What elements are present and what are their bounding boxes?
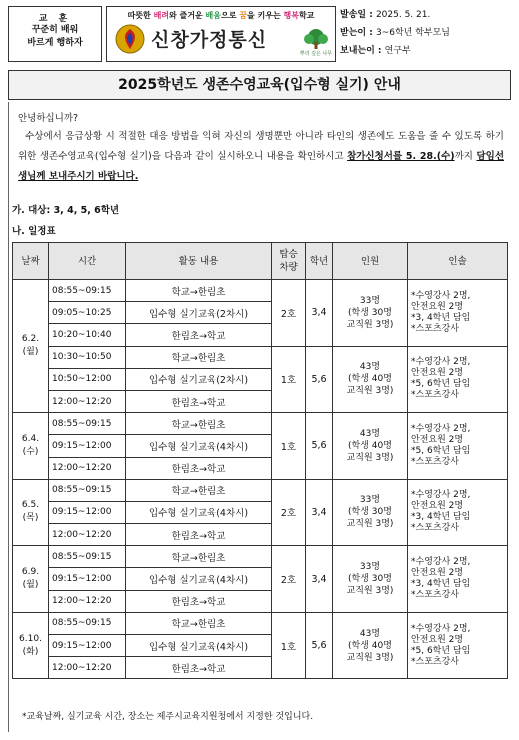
sender: 보내는이 : 연구부 (340, 46, 411, 56)
tree-logo-icon (299, 27, 333, 57)
time-cell: 12:00~12:20 (49, 657, 126, 679)
time-cell: 10:50~12:00 (49, 368, 126, 390)
header-grade: 학년 (306, 243, 333, 280)
deadline-text: 참가신청서를 5. 28.(수) (347, 151, 455, 162)
time-cell: 08:55~09:15 (49, 612, 126, 634)
date-cell: 6.10. (화) (13, 612, 49, 679)
schedule-table (12, 242, 508, 679)
people-cell: 43명 (학생 40명 교직원 3명) (333, 612, 408, 679)
slogan-keyword: 배움 (205, 11, 221, 20)
time-cell: 10:20~10:40 (49, 324, 126, 346)
slogan-text: 을 키우는 (246, 11, 284, 20)
time-cell: 10:30~10:50 (49, 346, 126, 368)
activity-cell: 한림초→학교 (126, 457, 272, 479)
intro-text: 수상에서 응급상황 시 적절한 대응 방법을 익혀 자신의 생명뿐만 아니라 타인의 생존에도 도움을 줄 수 있도록 하기 위한 생존수영교육(입수형 실기)을 다음과 같이 실시하오니 내용을 확인하시고 (18, 131, 504, 162)
activity-cell: 입수형 실기교육(2차시) (126, 302, 272, 324)
time-cell: 09:15~12:00 (49, 435, 126, 457)
people-cell: 33명 (학생 30명 교직원 3명) (333, 546, 408, 613)
time-cell: 12:00~12:20 (49, 524, 126, 546)
activity-cell: 한림초→학교 (126, 324, 272, 346)
grade-cell: 5,6 (306, 612, 333, 679)
activity-cell: 한림초→학교 (126, 657, 272, 679)
activity-cell: 한림초→학교 (126, 590, 272, 612)
people-cell: 43명 (학생 40명 교직원 3명) (333, 413, 408, 480)
time-cell: 08:55~09:15 (49, 546, 126, 568)
bus-cell: 2호 (272, 280, 306, 347)
section-target: 가. 대상: 3, 4, 5, 6학년 (12, 205, 120, 216)
newsletter-title: 신창가정통신 (151, 29, 268, 51)
intro-paragraph (18, 127, 504, 187)
header-date: 날짜 (13, 243, 49, 280)
bus-cell: 1호 (272, 413, 306, 480)
newsletter-title-box (106, 6, 336, 62)
activity-cell: 학교→한림초 (126, 479, 272, 501)
table-row (13, 280, 508, 302)
document-title: 2025학년도 생존수영교육(입수형 실기) 안내 (8, 70, 511, 100)
time-cell: 09:15~12:00 (49, 568, 126, 590)
school-motto-box (8, 6, 102, 62)
staff-cell: *수영강사 2명, 안전요원 2명 *3, 4학년 담임 *스포츠강사 (408, 280, 508, 347)
time-cell: 12:00~12:20 (49, 390, 126, 412)
submission-instruction: 담임선생님께 보내주시기 바랍니다. (18, 151, 504, 182)
activity-cell: 입수형 실기교육(4차시) (126, 635, 272, 657)
activity-cell: 학교→한림초 (126, 413, 272, 435)
activity-cell: 한림초→학교 (126, 390, 272, 412)
activity-cell: 학교→한림초 (126, 280, 272, 302)
motto-line: 꾸준히 배워 (31, 25, 79, 35)
time-cell: 08:55~09:15 (49, 280, 126, 302)
header-time: 시간 (49, 243, 126, 280)
time-cell: 08:55~09:15 (49, 413, 126, 435)
activity-cell: 입수형 실기교육(4차시) (126, 501, 272, 523)
people-cell: 43명 (학생 40명 교직원 3명) (333, 346, 408, 413)
grade-cell: 3,4 (306, 479, 333, 546)
slogan-text: 학교 (298, 11, 315, 20)
activity-cell: 입수형 실기교육(2차시) (126, 368, 272, 390)
slogan-keyword: 행복 (283, 11, 299, 20)
date-cell: 6.4. (수) (13, 413, 49, 480)
people-cell: 33명 (학생 30명 교직원 3명) (333, 280, 408, 347)
newsletter-page (8, 6, 511, 734)
table-row (13, 413, 508, 435)
activity-cell: 학교→한림초 (126, 346, 272, 368)
activity-cell: 학교→한림초 (126, 546, 272, 568)
grade-cell: 5,6 (306, 413, 333, 480)
newsletter-header (8, 6, 511, 64)
bus-cell: 2호 (272, 479, 306, 546)
header-bus: 탑승 차량 (272, 243, 306, 280)
staff-cell: *수영강사 2명, 안전요원 2명 *3, 4학년 담임 *스포츠강사 (408, 546, 508, 613)
time-cell: 09:05~10:25 (49, 302, 126, 324)
activity-cell: 학교→한림초 (126, 612, 272, 634)
time-cell: 12:00~12:20 (49, 590, 126, 612)
header-people: 인원 (333, 243, 408, 280)
activity-cell: 한림초→학교 (126, 524, 272, 546)
government-emblem-icon (115, 24, 145, 54)
school-slogan (107, 10, 335, 21)
date-cell: 6.9. (월) (13, 546, 49, 613)
bus-cell: 2호 (272, 546, 306, 613)
staff-cell: *수영강사 2명, 안전요원 2명 *3, 4학년 담임 *스포츠강사 (408, 479, 508, 546)
slogan-text: 와 즐거운 (169, 11, 206, 20)
footnote: *교육날짜, 실기교육 시간, 장소는 제주시교육지원청에서 지정한 것입니다. (22, 712, 314, 722)
table-row (13, 479, 508, 501)
section-schedule: 나. 일정표 (12, 226, 56, 237)
bus-cell: 1호 (272, 346, 306, 413)
slogan-text: 으로 (221, 11, 240, 20)
motto-line: 바르게 행하자 (27, 38, 83, 48)
time-cell: 09:15~12:00 (49, 501, 126, 523)
date-cell: 6.5. (목) (13, 479, 49, 546)
greeting: 안녕하십니까? (18, 113, 79, 124)
activity-cell: 입수형 실기교육(4차시) (126, 568, 272, 590)
grade-cell: 3,4 (306, 280, 333, 347)
staff-cell: *수영강사 2명, 안전요원 2명 *5, 6학년 담임 *스포츠강사 (408, 413, 508, 480)
logo-text: 뿌리 깊은 나무 (299, 51, 333, 57)
bus-cell: 1호 (272, 612, 306, 679)
motto-title: 교 훈 (38, 14, 72, 24)
slogan-keyword: 꿈 (239, 11, 247, 20)
table-row (13, 612, 508, 634)
table-row (13, 346, 508, 368)
slogan-keyword: 배려 (153, 11, 170, 20)
table-row (13, 546, 508, 568)
header-activity: 활동 내용 (126, 243, 272, 280)
recipient: 받는이 : 3~6학년 학부모님 (340, 28, 450, 38)
send-info (340, 6, 511, 62)
staff-cell: *수영강사 2명, 안전요원 2명 *5, 6학년 담임 *스포츠강사 (408, 346, 508, 413)
table-header-row (13, 243, 508, 280)
left-border (8, 102, 9, 732)
send-date: 발송일 : 2025. 5. 21. (340, 10, 431, 20)
date-cell: 6.2. (월) (13, 280, 49, 413)
people-cell: 33명 (학생 30명 교직원 3명) (333, 479, 408, 546)
time-cell: 08:55~09:15 (49, 479, 126, 501)
activity-cell: 입수형 실기교육(4차시) (126, 435, 272, 457)
grade-cell: 5,6 (306, 346, 333, 413)
slogan-text: 따뜻한 (127, 11, 154, 20)
intro-text: 까지 (454, 151, 477, 162)
staff-cell: *수영강사 2명, 안전요원 2명 *5, 6학년 담임 *스포츠강사 (408, 612, 508, 679)
header-staff: 인솔 (408, 243, 508, 280)
grade-cell: 3,4 (306, 546, 333, 613)
time-cell: 09:15~12:00 (49, 635, 126, 657)
schedule-body (13, 280, 508, 679)
time-cell: 12:00~12:20 (49, 457, 126, 479)
